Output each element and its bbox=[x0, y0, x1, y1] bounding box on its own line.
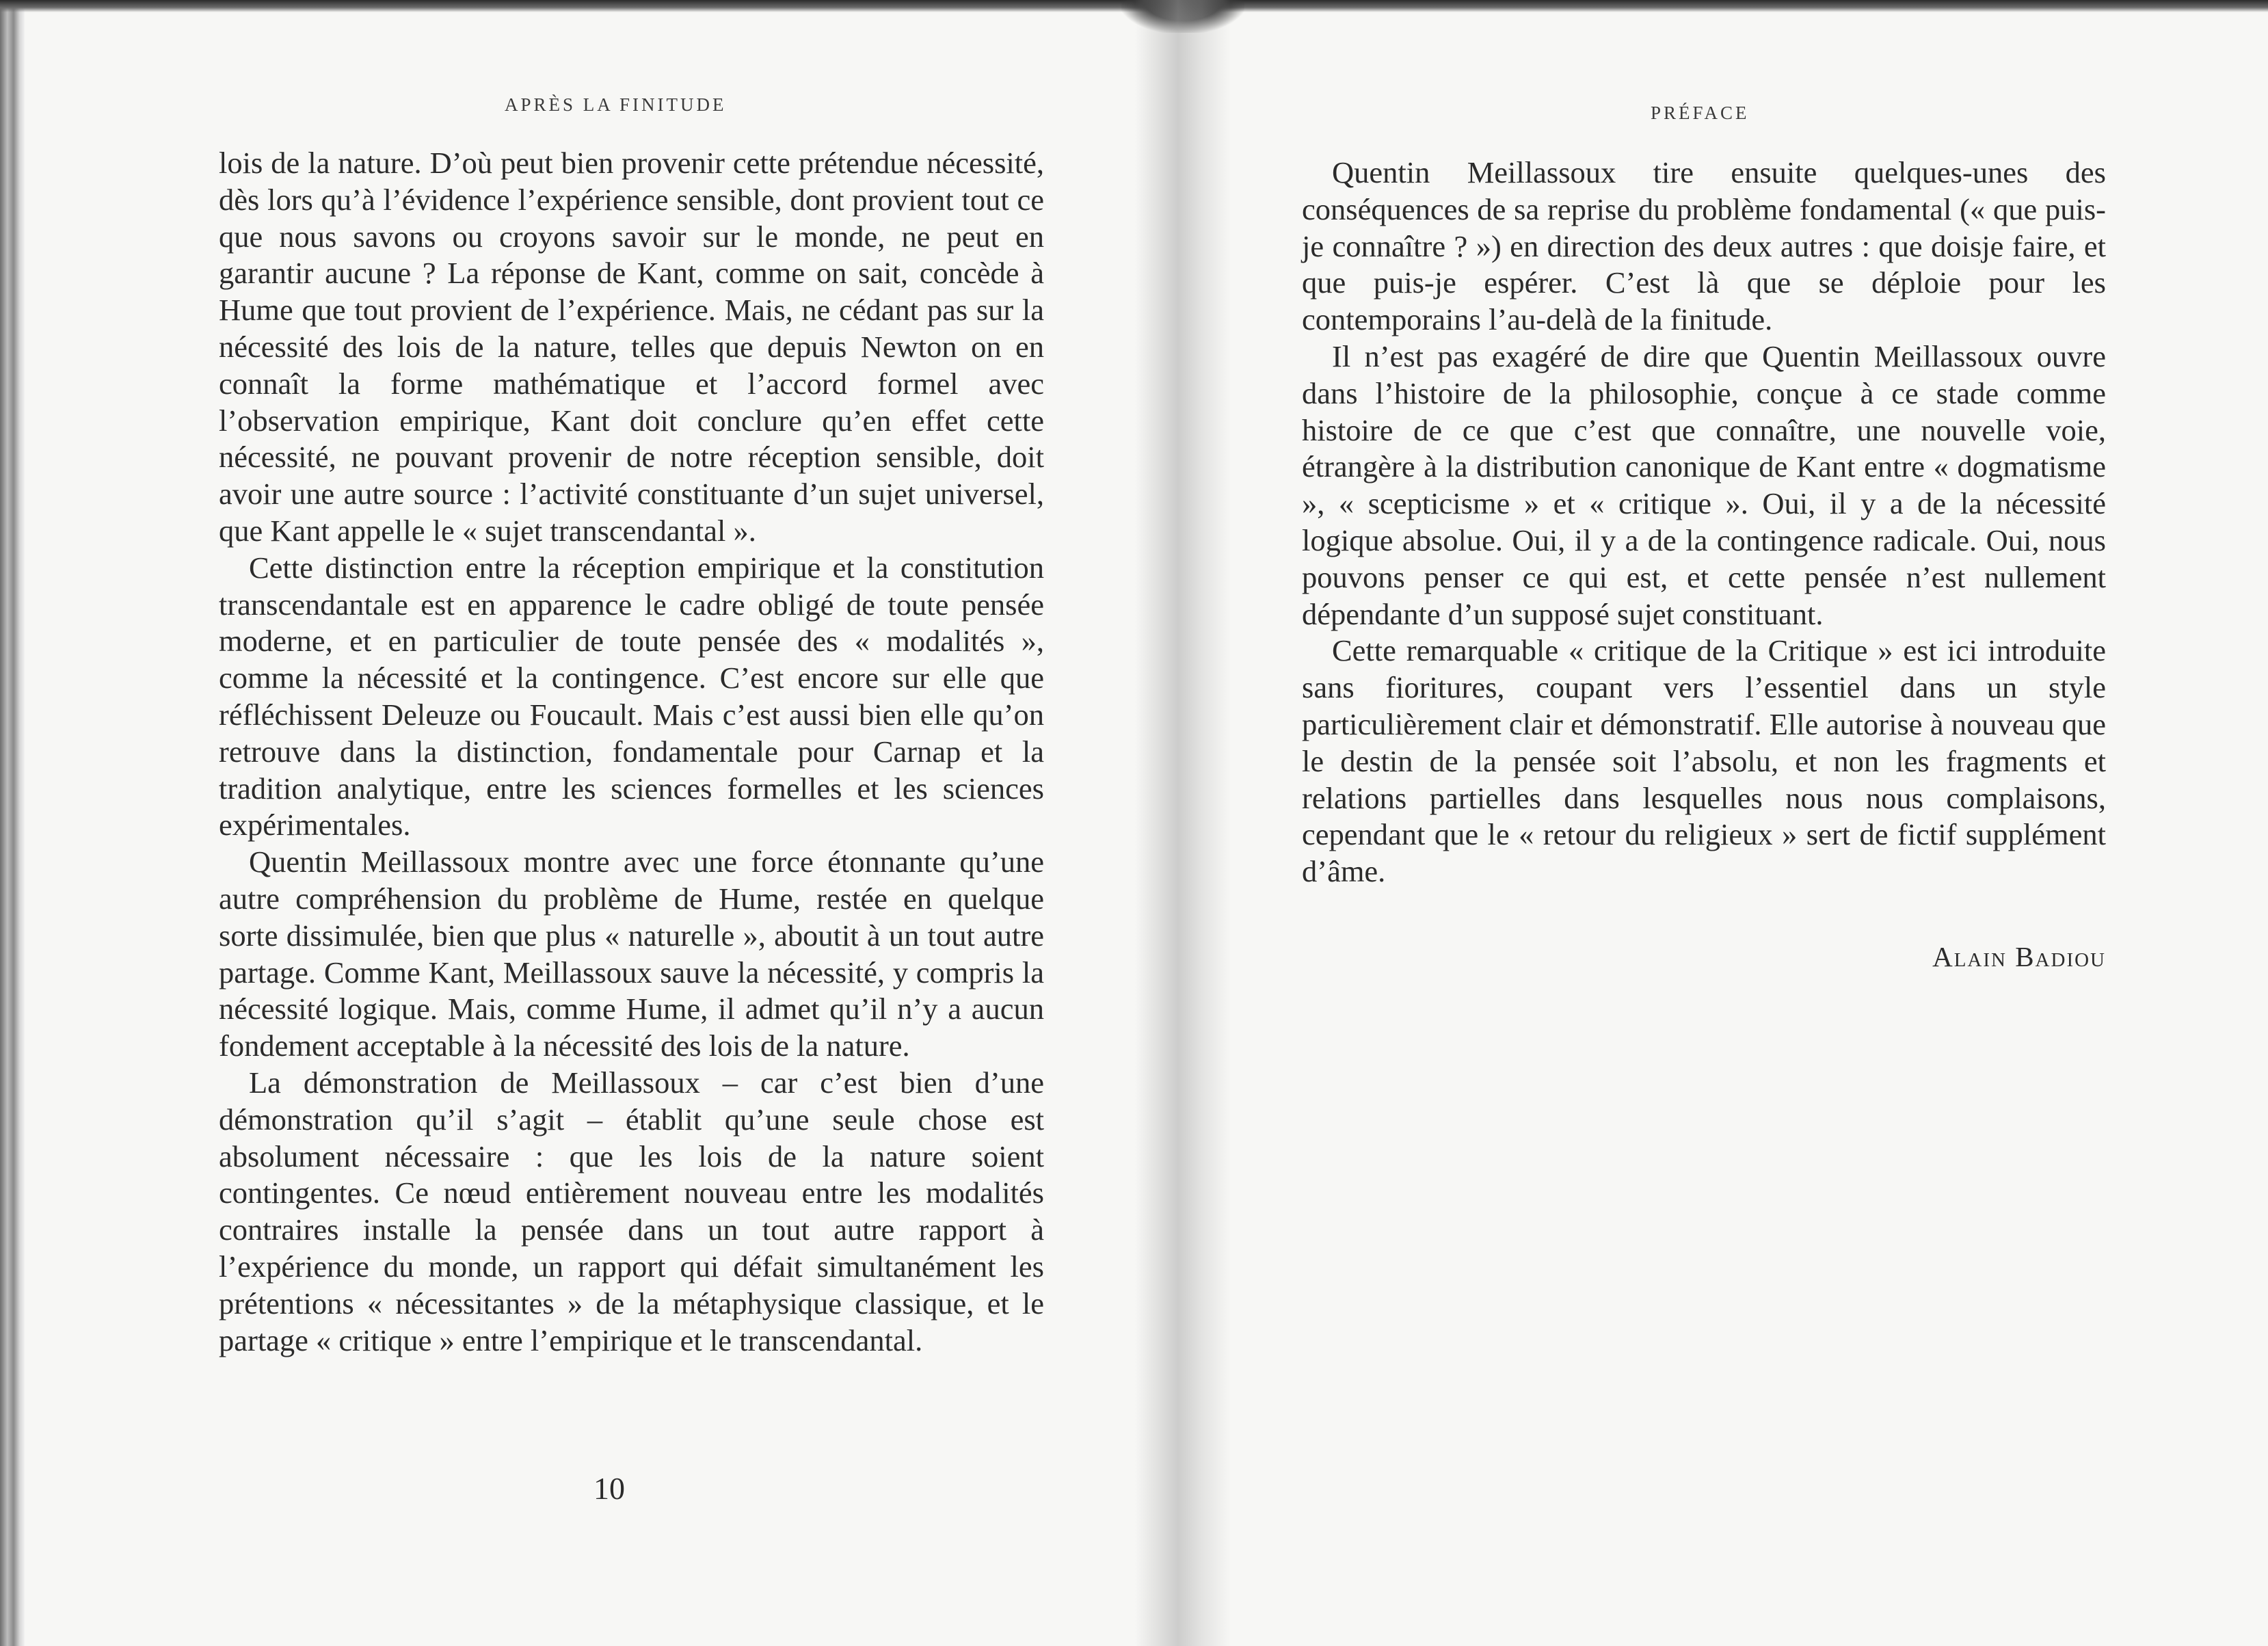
running-head-left: APRÈS LA FINITUDE bbox=[505, 94, 727, 115]
paragraph: lois de la nature. D’où peut bien provenir cette prétendue nécessité, dès lors qu’à l’évidence l’expérience sensible, dont provient tout ce que nous savons ou croyons savoir sur le monde, ne peut en garantir aucune ? La réponse de Kant, comme on sait, concède à Hume que tout provient de l’expérience. Mais, ne cédant pas sur la nécessité des lois de la nature, telles que depuis Newton on en connaît la forme mathématique et l’accord formel avec l’observation empirique, Kant doit conclure qu’en effet cette nécessité, ne pouvant provenir de notre réception sensible, doit avoir une autre source : l’activité constituante d’un sujet universel, que Kant appelle le « sujet transcendantal ». bbox=[219, 146, 1044, 548]
right-page-body bbox=[1302, 155, 2106, 890]
author-signature: Alain Badiou bbox=[1932, 941, 2106, 972]
paragraph: La démonstration de Meillassoux – car c’est bien d’une démonstration qu’il s’agit – établit qu’une seule chose est absolument nécessaire : que les lois de la nature soient contingentes. Ce nœud entièrement nouveau entre les modalités contraires installe la pensée dans un tout autre rapport à l’expérience du monde, un rapport qui défait simultanément les prétentions « nécessitantes » de la métaphysique classique, et le partage « critique » entre l’empirique et le transcendantal. bbox=[219, 1065, 1044, 1357]
paragraph: Quentin Meillassoux montre avec une force étonnante qu’une autre compréhension du problème de Hume, restée en quelque sorte dissimulée, bien que plus « naturelle », aboutit à un tout autre partage. Comme Kant, Meillassoux sauve la nécessité, y compris la nécessité logique. Mais, comme Hume, il admet qu’il n’y a aucun fondement acceptable à la nécessité des lois de la nature. bbox=[219, 845, 1044, 1063]
page-number: 10 bbox=[593, 1471, 625, 1506]
left-page-body bbox=[219, 145, 1044, 1359]
running-head-right: PRÉFACE bbox=[1651, 103, 1750, 123]
paragraph: Cette remarquable « critique de la Critique » est ici introduite sans fioritures, coupant vers l’essentiel dans un style particulièrement clair et démonstratif. Elle autorise à nouveau que le destin de la pensée soit l’absolu, et non les fragments et relations partielles dans lesquelles nous nous complaisons, cependant que le « retour du religieux » sert de fictif supplément d’âme. bbox=[1302, 633, 2106, 889]
paragraph: Quentin Meillassoux tire ensuite quelques-unes des conséquences de sa reprise du problème fondamental (« que puis-je connaître ? ») en direction des deux autres : que doisje faire, et que puis-je espérer. C’est là que se déploie pour les contemporains l’au-delà de la finitude. bbox=[1302, 155, 2106, 337]
paragraph: Il n’est pas exagéré de dire que Quentin Meillassoux ouvre dans l’histoire de la philosophie, conçue à ce stade comme histoire de ce que c’est que connaître, une nouvelle voie, étrangère à la distribution canonique de Kant entre « dogmatisme », « scepticisme » et « critique ». Oui, il y a de la nécessité logique absolue. Oui, il y a de la contingence radicale. Oui, nous pouvons penser ce qui est, et cette pensée n’est nullement dépendante d’un supposé sujet constituant. bbox=[1302, 339, 2106, 631]
right-page bbox=[1231, 0, 2268, 1646]
book-binding-edge bbox=[0, 0, 25, 1646]
left-page bbox=[25, 0, 1160, 1646]
paragraph: Cette distinction entre la réception empirique et la constitution transcendantale est en apparence le cadre obligé de toute pensée moderne, et en particulier de toute pensée des « modalités », comme la nécessité et la contingence. C’est encore sur elle que réfléchissent Deleuze ou Foucault. Mais c’est aussi bien elle qu’on retrouve dans la distinction, fondamentale pour Carnap et la tradition analytique, entre les sciences formelles et les sciences expérimentales. bbox=[219, 550, 1044, 842]
